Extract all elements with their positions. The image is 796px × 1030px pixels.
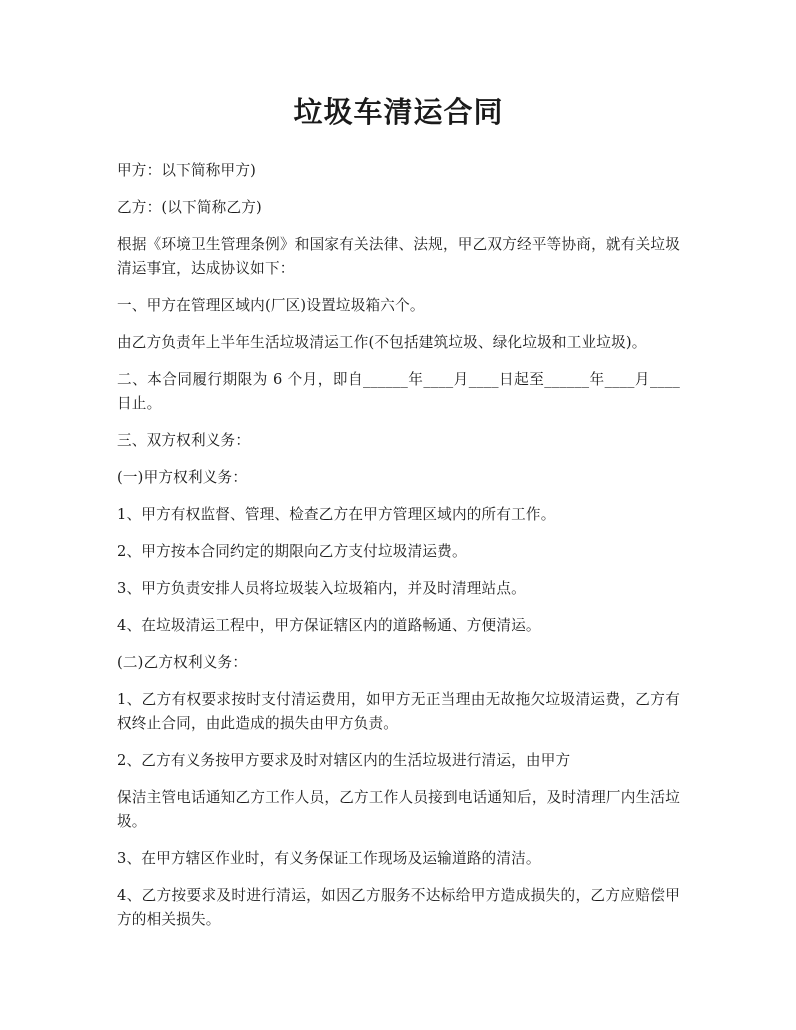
- party-b-item-2: 2、乙方有义务按甲方要求及时对辖区内的生活垃圾进行清运，由甲方: [117, 752, 571, 769]
- clause-2-term: 二、本合同履行期限为 6 个月，即自______年____月____日起至______年____月____日止。: [117, 371, 680, 412]
- clause-1: 一、甲方在管理区域内(厂区)设置垃圾箱六个。: [117, 297, 425, 314]
- preamble-paragraph: 根据《环境卫生管理条例》和国家有关法律、法规，甲乙双方经平等协商，就有关垃圾清运事宜，达成协议如下：: [117, 236, 680, 277]
- party-a-item-1: 1、甲方有权监督、管理、检查乙方在甲方管理区域内的所有工作。: [117, 506, 556, 523]
- party-b-item-2-continued: 保洁主管电话通知乙方工作人员，乙方工作人员接到电话通知后，及时清理厂内生活垃圾。: [117, 789, 680, 830]
- document-title: 垃圾车清运合同: [293, 95, 504, 129]
- party-b-item-3: 3、在甲方辖区作业时，有义务保证工作现场及运输道路的清洁。: [117, 850, 541, 867]
- party-a-item-2: 2、甲方按本合同约定的期限向乙方支付垃圾清运费。: [117, 543, 467, 560]
- clause-1-detail: 由乙方负责年上半年生活垃圾清运工作(不包括建筑垃圾、绿化垃圾和工业垃圾)。: [117, 334, 647, 351]
- party-a-obligations-heading: (一)甲方权利义务：: [117, 469, 248, 486]
- party-b-item-1: 1、乙方有权要求按时支付清运费用，如甲方无正当理由无故拖欠垃圾清运费，乙方有权终止合同，由此造成的损失由甲方负责。: [117, 691, 680, 732]
- party-b-line: 乙方：(以下简称乙方): [117, 199, 262, 216]
- party-a-line: 甲方：以下简称甲方): [117, 162, 257, 179]
- party-b-item-4: 4、乙方按要求及时进行清运，如因乙方服务不达标给甲方造成损失的，乙方应赔偿甲方的相关损失。: [117, 887, 680, 928]
- party-a-item-3: 3、甲方负责安排人员将垃圾装入垃圾箱内，并及时清理站点。: [117, 580, 526, 597]
- clause-3-heading: 三、双方权利义务：: [117, 432, 251, 449]
- party-a-item-4: 4、在垃圾清运工程中，甲方保证辖区内的道路畅通、方便清运。: [117, 617, 541, 634]
- party-b-obligations-heading: (二)乙方权利义务：: [117, 654, 248, 671]
